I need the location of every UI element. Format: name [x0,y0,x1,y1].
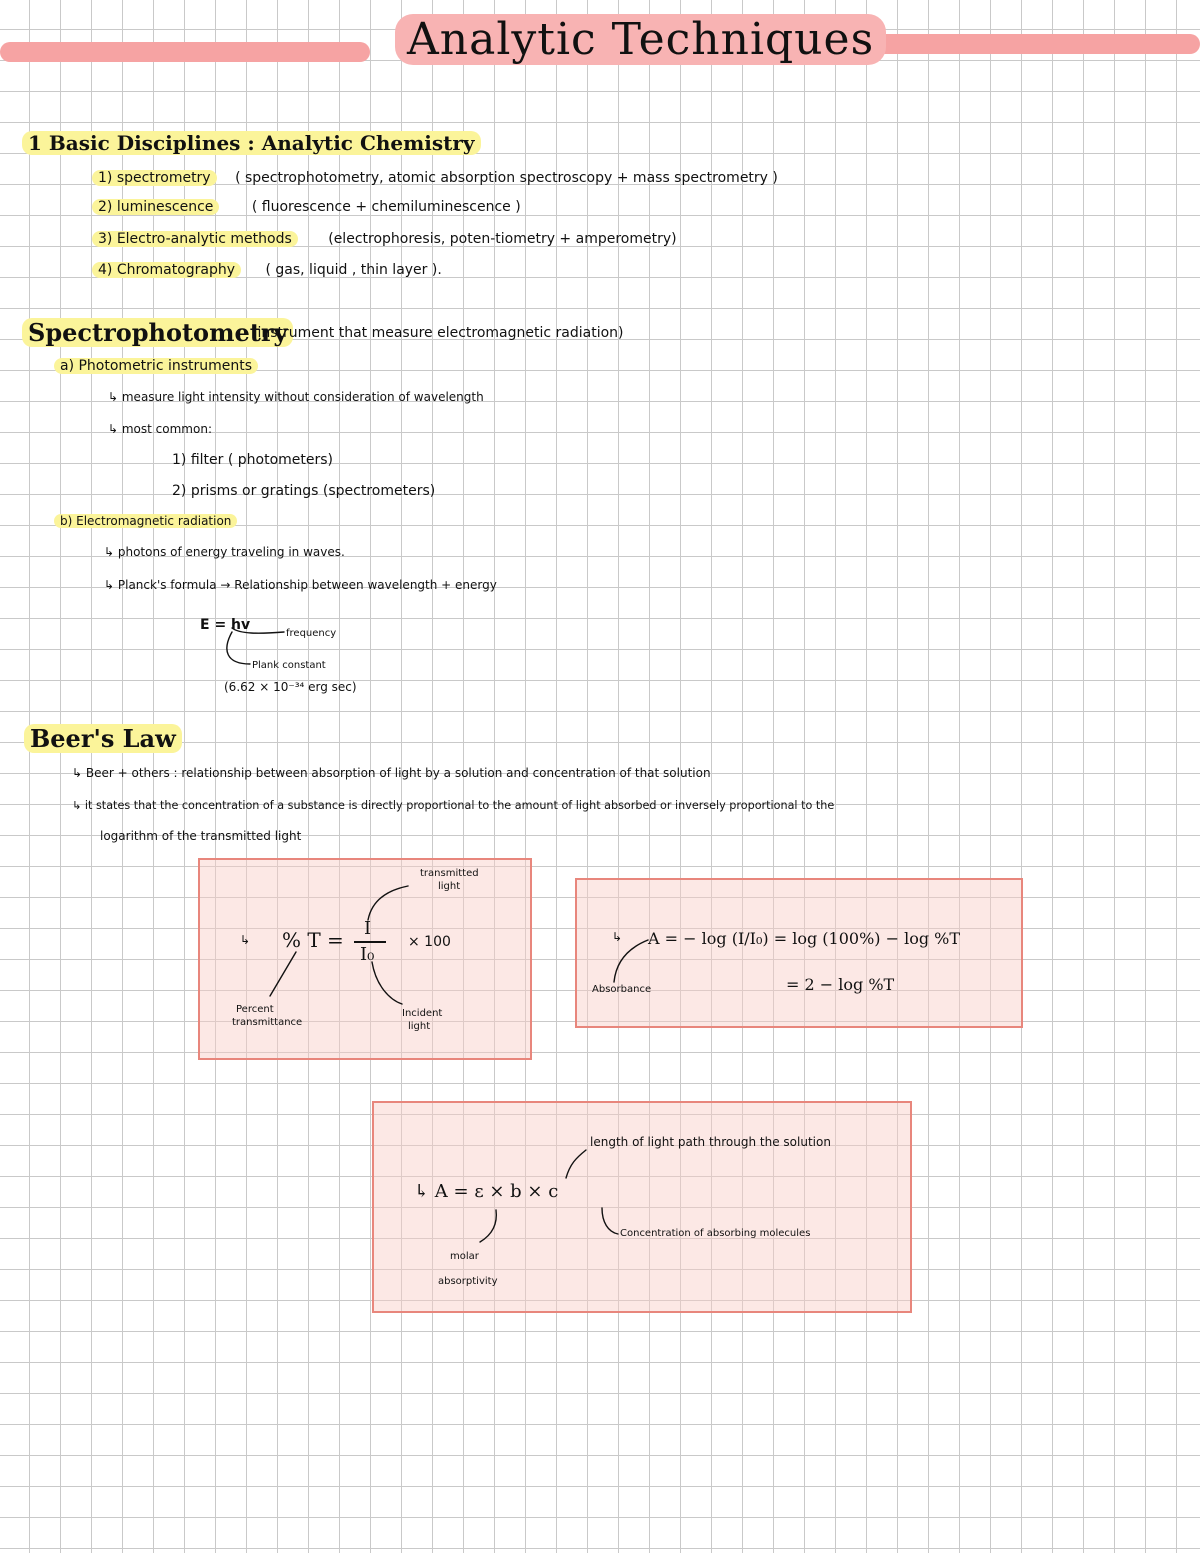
box1-label-transmitted-1: transmitted [420,868,479,879]
box3-label-molar-2: absorptivity [438,1276,498,1287]
box1-label-percent-2: transmittance [232,1017,303,1028]
section2-b-point-2: ↳ Planck's formula → Relationship between wavelength + energy [104,578,497,592]
box3-equation: ↳ A = ε × b × c [414,1181,559,1202]
section1-item-4-label: 4) Chromatography [92,262,241,278]
box1-label-incident-2: light [408,1021,431,1032]
section3-point-1: ↳ Beer + others : relationship between absorption of light by a solution and concentration of that solution [72,766,711,780]
section1-item-1-label: 1) spectrometry [92,170,217,186]
planck-constant-label: Plank constant [252,660,326,671]
section2-a-label: a) Photometric instruments [54,358,258,374]
section1-item-2-label: 2) luminescence [92,199,219,215]
section2-a-point-1: ↳ measure light intensity without consideration of wavelength [108,390,484,404]
box2-arrow: ↳ [612,930,623,944]
box1-fraction-bar [354,941,386,943]
planck-constant-value: (6.62 × 10⁻³⁴ erg sec) [224,680,357,694]
section2-b-point-1: ↳ photons of energy traveling in waves. [104,545,345,559]
box1-numerator: I [364,918,372,939]
planck-constant-curve [227,632,250,664]
absorbance-box [575,878,1023,1028]
section2-heading-note: (instrument that measure electromagnetic radiation) [252,325,624,341]
section2-a-point-2: ↳ most common: [108,422,212,436]
page-title: Analytic Techniques [395,14,886,65]
section2-b-label: b) Electromagnetic radiation [54,514,237,528]
box2-line1: A = − log (I/I₀) = log (100%) − log %T [648,929,961,948]
section1-item-3-detail: (electrophoresis, poten-tiometry + amperometry) [328,231,677,247]
section1-item-4 [92,262,442,278]
box1-times-100: × 100 [408,934,451,950]
section1-item-4-detail: ( gas, liquid , thin layer ). [265,262,442,278]
section1-item-3-label: 3) Electro-analytic methods [92,231,298,247]
box3-label-conc: Concentration of absorbing molecules [620,1228,811,1239]
box1-label-percent-1: Percent [236,1004,274,1015]
section2-a-sub-2: 2) prisms or gratings (spectrometers) [172,483,436,499]
section1-heading: 1 Basic Disciplines : Analytic Chemistry [22,131,481,155]
box1-label-transmitted-2: light [438,881,461,892]
section3-point-2: ↳ it states that the concentration of a substance is directly proportional to the amount of light absorbed or inversely proportional to the [72,799,835,812]
section1-item-1-detail: ( spectrophotometry, atomic absorption spectroscopy + mass spectrometry ) [235,170,778,186]
section1-item-2-detail: ( fluorescence + chemiluminescence ) [251,199,521,215]
section1-item-1 [92,170,778,186]
box3-label-molar-1: molar [450,1251,479,1262]
box1-denominator: I₀ [360,944,375,965]
planck-equation: E = hv [200,617,251,633]
section3-heading: Beer's Law [24,724,182,753]
section1-item-3 [92,231,677,247]
box3-label-path: length of light path through the solution [590,1135,831,1149]
section2-heading: Spectrophotometry [22,318,293,347]
section1-item-2 [92,199,521,215]
title-bar-left [0,42,370,62]
planck-frequency-label: frequency [286,628,337,639]
box2-line2: = 2 − log %T [786,975,895,994]
box1-arrow: ↳ [240,933,251,947]
section2-a-sub-1: 1) filter ( photometers) [172,452,333,468]
box1-lhs: % T = [282,928,344,952]
section3-point-2-cont: logarithm of the transmitted light [100,829,302,843]
box2-label-absorbance: Absorbance [592,984,652,995]
box1-label-incident-1: Incident [402,1008,443,1019]
